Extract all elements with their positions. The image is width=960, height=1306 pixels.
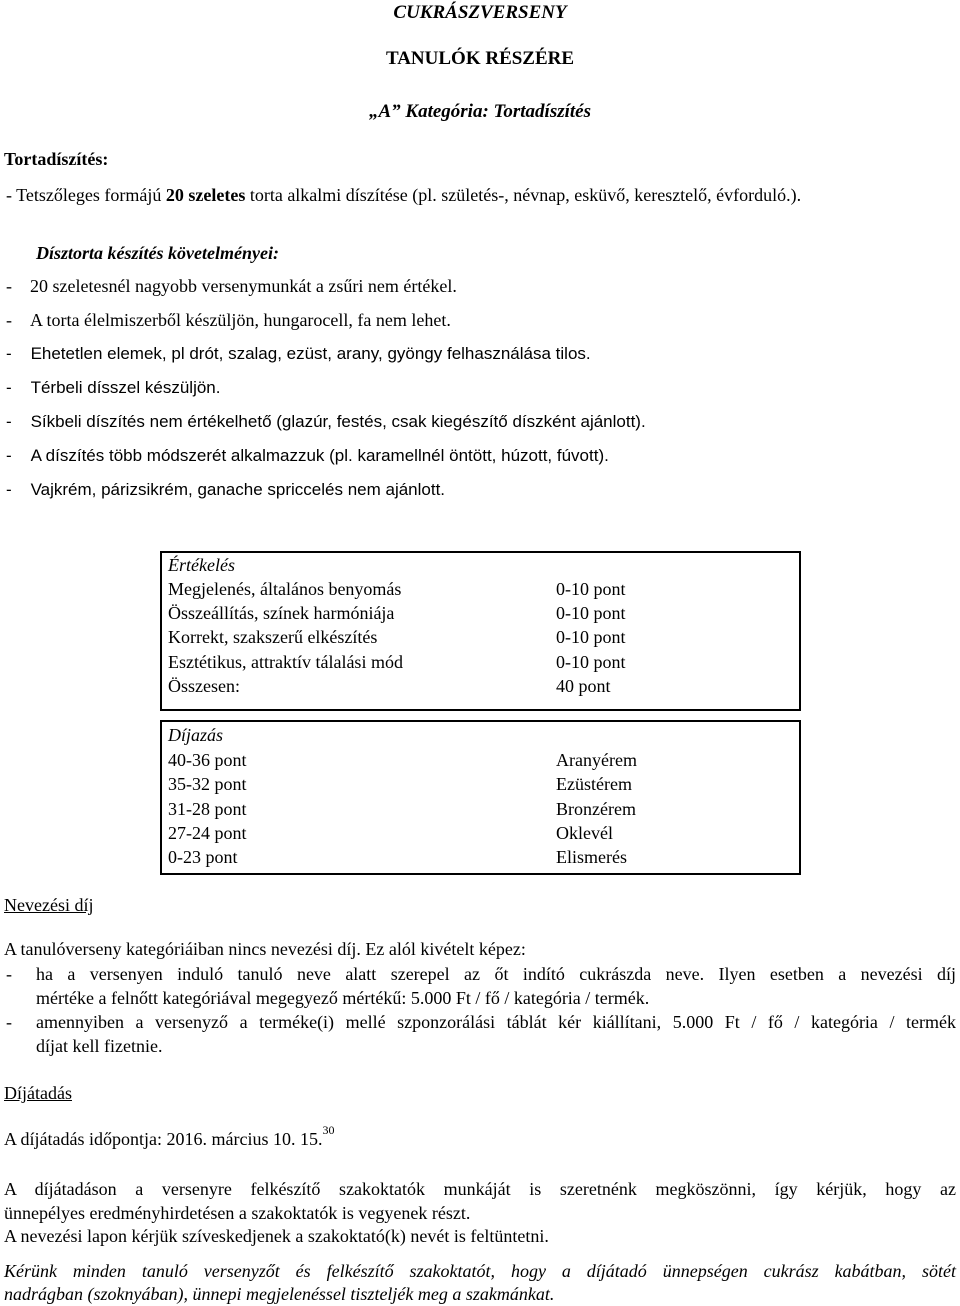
tortadiszites-heading: Tortadíszítés: [4, 149, 109, 169]
fee-item-1-line-2: mértéke a felnőtt kategóriával megegyező mértékű: 5.000 Ft / fő / kategória / termék. [36, 988, 650, 1008]
evaluation-heading: Értékelés [168, 555, 235, 575]
award-points: 27-24 pont [168, 823, 247, 843]
ceremony-heading: Díjátadás [4, 1083, 72, 1103]
ceremony-paragraph-2: A nevezési lapon kérjük szíveskedjenek a szakoktató(k) nevét is feltüntetni. [4, 1226, 549, 1246]
evaluation-label: Esztétikus, attraktív tálalási mód [168, 652, 403, 672]
award-points: 40-36 pont [168, 750, 247, 770]
item-prefix: - Tetszőleges formájú [6, 185, 166, 205]
award-prize: Aranyérem [556, 750, 637, 770]
fee-heading: Nevezési díj [4, 895, 94, 915]
requirement-item: - Síkbeli díszítés nem értékelhető (glazúr, festés, csak kiegészítő díszként ajánlott). [6, 412, 646, 431]
evaluation-value: 40 pont [556, 676, 611, 696]
awards-box [160, 720, 801, 875]
award-prize: Bronzérem [556, 799, 636, 819]
fee-item-2-line-2: díjat kell fizetnie. [36, 1036, 163, 1056]
fee-item-dash: - [6, 1012, 12, 1032]
ceremony-date: A díjátadás időpontja: 2016. március 10. 15.30 [4, 1123, 335, 1149]
awards-heading: Díjazás [168, 725, 224, 745]
evaluation-label: Megjelenés, általános benyomás [168, 579, 402, 599]
requirement-item: - A torta élelmiszerből készüljön, hungarocell, fa nem lehet. [6, 310, 451, 330]
evaluation-box [160, 551, 801, 711]
item-suffix: torta alkalmi díszítése (pl. születés-, névnap, esküvő, keresztelő, évforduló.). [245, 185, 802, 205]
evaluation-value: 0-10 pont [556, 603, 626, 623]
requirement-item: - Vajkrém, párizsikrém, ganache spriccelés nem ajánlott. [6, 480, 446, 499]
award-prize: Ezüstérem [556, 774, 632, 794]
tortadiszites-item [6, 185, 801, 206]
ceremony-paragraph-1-line-2: ünnepélyes eredményhirdetésen a szakoktatók is vegyenek részt. [4, 1203, 471, 1223]
requirement-item: - Ehetetlen elemek, pl drót, szalag, ezüst, arany, gyöngy felhasználása tilos. [6, 344, 591, 363]
award-points: 35-32 pont [168, 774, 247, 794]
award-prize: Oklevél [556, 823, 613, 843]
evaluation-label: Korrekt, szakszerű elkészítés [168, 627, 378, 647]
requirement-item: - A díszítés több módszerét alkalmazzuk (pl. karamellnél öntött, húzott, fúvott). [6, 446, 609, 465]
requirement-item: - Térbeli dísszel készüljön. [6, 378, 221, 397]
award-points: 31-28 pont [168, 799, 247, 819]
document-subtitle: TANULÓK RÉSZÉRE [385, 48, 575, 69]
closing-line-2: nadrágban (szoknyában), ünnepi megjelenéssel tiszteljék meg a szakmánkat. [4, 1284, 555, 1304]
evaluation-value: 0-10 pont [556, 627, 626, 647]
evaluation-value: 0-10 pont [556, 652, 626, 672]
item-bold: 20 szeletes [165, 185, 246, 205]
category-title: „A” Kategória: Tortadíszítés [368, 101, 592, 122]
fee-intro: A tanulóverseny kategóriáiban nincs nevezési díj. Ez alól kivételt képez: [4, 939, 526, 959]
requirement-item: - 20 szeletesnél nagyobb versenymunkát a zsűri nem értékel. [6, 276, 457, 296]
ceremony-date-minutes: 30 [322, 1123, 335, 1137]
requirements-heading: Dísztorta készítés követelményei: [36, 243, 279, 263]
closing-line-1: Kérünk minden tanuló versenyzőt és felkészítő szakoktatót, hogy a díjátadó ünnepségen cukrász kabátban, sötét [4, 1261, 956, 1281]
evaluation-label: Összesen: [168, 676, 240, 696]
evaluation-value: 0-10 pont [556, 579, 626, 599]
fee-item-dash: - [6, 964, 12, 984]
fee-item-2-line-1: amennyiben a versenyző a terméke(i) mellé szponzorálási táblát kér kiállítani, 5.000 Ft / fő / kategória / termék [36, 1012, 956, 1032]
award-prize: Elismerés [556, 847, 627, 867]
evaluation-label: Összeállítás, színek harmóniája [168, 603, 395, 623]
fee-item-1-line-1: ha a versenyen induló tanuló neve alatt szerepel az őt indító cukrászda neve. Ilyen esetben a nevezési díj [36, 964, 956, 984]
document-title: CUKRÁSZVERSENY [393, 2, 567, 23]
ceremony-paragraph-1-line-1: A díjátadáson a versenyre felkészítő szakoktatók munkáját is szeretnénk megköszönni, így kérjük, hogy az [4, 1179, 956, 1199]
award-points: 0-23 pont [168, 847, 238, 867]
